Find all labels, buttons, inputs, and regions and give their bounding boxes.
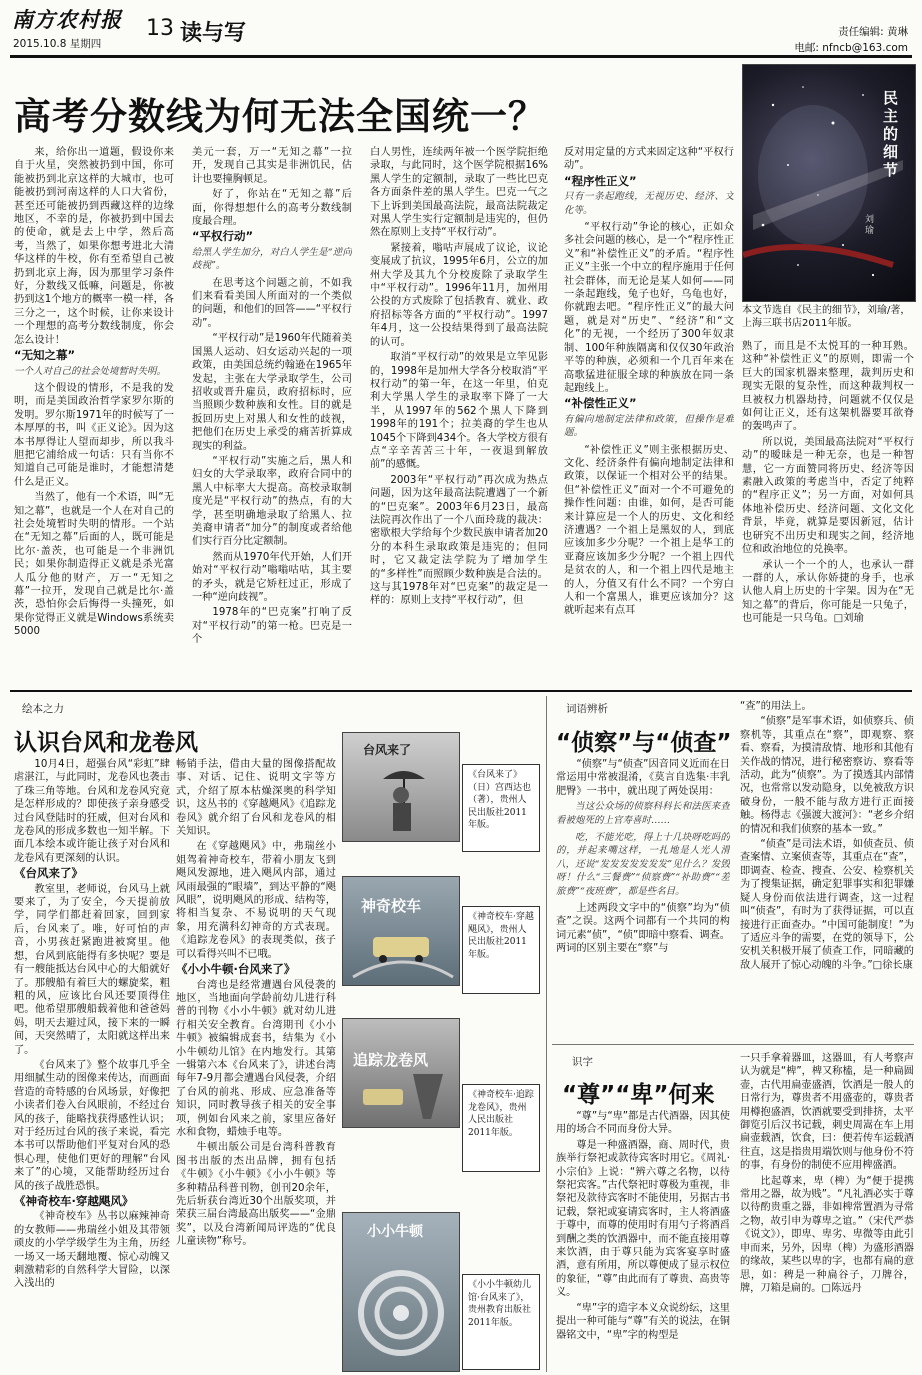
school-bus-illustration (343, 877, 459, 985)
paragraph: 台湾也是经常遭遇台风侵袭的地区，当地面向学龄前幼儿进行科普的刊物《小小牛顿》就对幼儿进行相关安全教育。台湾期刊《小小牛顿》被编辑成套书，结集为《小小牛顿幼儿馆》在内地发行。其第一辑第六本《台风来了》，讲述台湾每年7-9月都会遭遇台风侵袭，介绍了台风的前兆、形成、应急准备等知识，同时教导孩子相关的安全事项，例如台风来之前，家里应备好水和食物，蜡烛手电等。 (176, 979, 336, 1138)
subhead-affirmative-summary: 给黑人学生加分，对白人学生是“逆向歧视”。 (192, 246, 352, 272)
character-study-kicker: 识字 (572, 1056, 593, 1068)
character-study-column-2 (740, 1052, 914, 1372)
lead-column-1 (14, 146, 174, 674)
lead-column-3 (370, 146, 548, 674)
paragraph: 教室里，老师说，台风马上就要来了，为了安全，今天提前放学，同学们都赶着回家，回到家后，台风来了。唯，好可怕的声音，小男孩赶紧跑进被窝里。他想，台风到底能得有多快呢？要是有一艘能抵达台风中心的大船就好了。那艘船有着巨大的螺旋桨，粗粗的风，应该比台风还要顶得住吧。他希望那艘船载着他和爸爸妈妈，明天去避过风，接下来的一瞬间，天突然晴了，太阳就这样出来了。 (14, 883, 170, 1056)
paragraph: 尊是一种盛酒器，商、周时代，贵族举行祭祀或款待宾客时用它。《周礼·小宗伯》上说：“辨六尊之名物，以待祭祀宾客。”古代祭祀时尊极为重视，非祭祀及款待宾客时不能使用，另据古书记载，祭祀或宴请宾客时，主人将酒盛于尊中，而尊的使用时有用勺子将酒舀到酬之类的饮酒器中，而不能直接用尊来饮酒，由于尊只能为宾客宴享时盛酒，意有所用，所以尊便成了显示权位的象征，“尊”由此而有了尊贵、高贵等义。 (556, 1139, 730, 1299)
book-cover-typhoon (342, 732, 460, 842)
picture-books-column-1 (14, 758, 170, 1370)
lead-headline: 高考分数线为何无法全国统一？ (14, 95, 546, 138)
paragraph: “查”的用法上。 (740, 701, 812, 712)
subhead-little-newton: 《小小牛顿·台风来了》 (176, 962, 296, 977)
paragraph: 一只手拿着器皿，这器皿，有人考察声认为就是“椑”，椑又称榼，是一种扁圆壶，古代用扁壶盛酒，饮酒是一般人的日常行为，尊贵者不用盛壶的，尊贵者用樽抱盛酒，饮酒就要受到排挤，太平御览引后汉书记载，刺史周嵩在车上用扁壶载酒，饮食，曰：便若传车运载酒往直，这是指贵用端饮则与他身份不符的事，有身份的制使不应用椑盛酒。 (740, 1053, 914, 1172)
paragraph: 所以说，美国最高法院对“平权行动”的暧昧是一种无奈，也是一种智慧，它一方面赞同将历史、经济等因素融入政策的考虑当中，否定了纯粹的“程序正义”；另一方面，对如何具体地补偿历史、经济问题、文化文化背景，毕竟，就算是要因新冠，估计也研究不出历史和现实之间，经济地位和政治地位的兑换率。 (742, 436, 914, 556)
word-analysis-column-1 (556, 758, 730, 1040)
subhead-affirmative-action: “平权行动” (192, 229, 254, 244)
paragraph: 比起尊来，卑（椑）为“便于提携常用之器，故为贱”。“凡礼酒必实于尊以待酌贵重之器，非如椑常置酒为寻常之物，故引申为尊卑之谊。”（宋代严恭《说文》），即卑、卑劣、卑微等由此引申而来，另外，因卑（椑）为盛形酒器的缘故，某些以卑的字，也都有扁的意思，如：稗是一种扁谷子，刀牌谷，牌，刀箱是扁的。□陈远丹 (740, 1175, 914, 1294)
cover-title: 小小牛顿 (367, 1224, 423, 1240)
cover-title: 神奇校车 (361, 897, 422, 915)
newspaper-name: 南方农村报 (12, 7, 122, 32)
word-analysis-headline: “侦察”与“侦查” (556, 730, 732, 756)
paragraph: “卑”字的造字本义众说纷纭，这里提出一种可能与“尊”有关的说法，在铜器铭文中，“卑”字的构型是 (556, 1302, 730, 1341)
character-study-column-1 (556, 1110, 730, 1372)
subhead-veil: “无知之幕” (14, 348, 76, 363)
paragraph: 在《穿越飓风》中，弗瑞丝小姐驾着神奇校车，带着小朋友飞到飓风发源地，进入飓风内部，通过风雨最强的“眼墙”，到达平静的“飓风眼”，说明飓风的形成、结构等，将相当复杂、不易说明的天气现象，用充满科幻神奇的方式表现。《追踪龙卷风》的表现类似，孩子可以看得兴叫不已哦。 (176, 841, 336, 960)
lead-column-2 (192, 146, 352, 674)
paragraph: 然而从1970年代开始，人们开始对“平权行动”嗡嗡咕咕，其主要的矛头，就是它矫枉过正，形成了一种“逆向歧视”。 (192, 551, 352, 603)
child-umbrella-illustration (343, 733, 459, 841)
subhead-compensatory-summary: 有偏向地制定法律和政策，但操作是难题。 (564, 413, 734, 439)
paragraph: 上述两段文字中的“侦察”均为“侦查”之误。这两个词都有一个共同的构词元素“侦”，“侦”即暗中察看、调查。两词的区别主要在“察”与 (556, 903, 730, 955)
paragraph: 在思考这个问题之前，不如我们来看看美国人所面对的一个类似的问题，和他们的回答——“平权行动”。 (192, 277, 352, 329)
book-caption-little-newton: 《小小牛顿幼儿馆·台风来了》，贵州教育出版社2011年版。 (462, 1274, 540, 1370)
paragraph: 反对用定量的方式来固定这种“平权行动”。 (564, 147, 734, 172)
subhead-procedural-justice: “程序性正义” (564, 173, 637, 188)
subhead-veil-summary: 一个人对自己的社会处境暂时失明。 (14, 365, 167, 377)
book-cover-magic-bus-tornado (342, 1018, 460, 1128)
word-analysis-kicker: 词语辨析 (566, 703, 608, 715)
paragraph: “侦察”与“侦查”因音同义近而在日常运用中常被混淆，《莫言自选集·丰乳肥臀》一书中，就出现了两处误用： (556, 759, 730, 797)
paragraph: “侦查”是司法术语，如侦查员、侦查案情、立案侦查等，其重点在“查”，即调查、检查、搜查、公安、检察机关为了搜集证据，确定犯罪事实和犯罪嫌疑人身份而依法进行调查，这一过程叫“侦查”，有时为了获得证据，可以直接进行正面查办。“中国可能制度！”为了适应斗争的需要，在党的领导下，公安机关积极开展了侦查工作，同暗藏的敌人展开了惊心动魄的斗争。”□徐长康 (740, 839, 914, 971)
lead-column-4 (564, 146, 734, 674)
paragraph: “平权行动”争论的核心，正如众多社会问题的核心，是一个“程序性正义”和“补偿性正义”的矛盾。“程序性正义”主张一个中立的程序施用于任何社会群体，而无论是某人如何——同一条起跑线，兔子也好，乌龟也好，你就跑去吧。“程序性正义”的最大问题，就是对“历史”、“经济”和“文化”的无视，一个经历了300年奴隶制、100年种族隔离和仅仅30年政治平等的种族，必须和一个几百年来在高歌猛进征服全球的种族放在同一条起跑线上。 (564, 222, 734, 394)
lead-column-5 (742, 340, 914, 674)
paragraph: 10月4日，超强台风“彩虹”肆虐湛江，与此同时，龙卷风也袭击了珠三角等地。台风和龙卷风究竟是怎样形成的？即使孩子亲身感受过台风登陆时的狂威，但对台风和龙卷风的形成多数也一知半解。下面几本绘本或许能让孩子对台风和龙卷风有更深刻的认识。 (14, 759, 170, 864)
character-study-headline: “尊”“卑”何来 (562, 1082, 715, 1108)
paragraph: 取消“平权行动”的效果是立竿见影的，1998年是加州大学各分校取消“平权行动”的第一年，在这一年里，伯克利大学黑人学生的录取率下降了一大半，从1997年的562个黑人下降到1998年的191个；拉美裔的学生也从1045个下降到434个。各大学校方很有点“辛辛苦苦三十年，一夜退到解放前”的感慨。 (370, 352, 548, 471)
book-caption-magic-bus-tornado: 《神奇校车·追踪龙卷风》，贵州人民出版社2011年版。 (462, 1084, 540, 1172)
paragraph: 当然了，他有一个术语，叫“无知之幕”，也就是一个人在对自己的社会处境暂时失明的情形。一个站在“无知之幕”后面的人，既可能是比尔·盖茨，也可能是一个非洲饥民；如果你制造得正义就是杀光富人瓜分他的财产，万一“无知之幕”一拉开，发现自己就是比尔·盖茨，恐怕你会后悔得一头撞死，如果你觉得正义就是Windows系统卖5000 (14, 492, 174, 638)
word-analysis-column-2 (740, 700, 914, 1040)
section-name: 读与写 (180, 21, 247, 46)
quoted-passage: 吃，不能光吃，得上十几块呀吃吗的的，并起来嘴这样，一扎地是人光人滑八，还说“发发发发发发发”见什么？发毁呀！什么“三餐费”“侦察费”“补助费”“差旅费”“夜班费”，都是些名目。 (556, 832, 730, 897)
picture-books-column-2 (176, 758, 336, 1370)
paragraph: “侦察”是军事术语，如侦察兵、侦察机等，其重点在“察”，即观察、察看、察看，为摸清敌情、地形和其他有关作战的情况，进行秘密察访、察看等活动，此为“侦察”。为了摸透其内部情况，也常常以发动隐身，以免被敌方识破身份，一般不能与敌方进行正面接触。杨得志《强渡大渡河》：“老乡介绍的情况和我们侦察的基本一致。” (740, 716, 914, 835)
date-line: 2015.10.8 星期四 (13, 38, 102, 50)
editor-credit: 责任编辑: 黄琳 (838, 26, 908, 38)
section-divider (10, 690, 912, 692)
paragraph: “尊”与“卑”都是古代酒器，因其使用的场合不同而身份大异。 (556, 1111, 730, 1136)
paragraph: 1978年的“巴克案”打响了反对“平权行动”的第一枪。巴克是一个 (192, 607, 352, 646)
picture-books-kicker: 绘本之力 (22, 703, 64, 715)
book-caption-magic-bus-hurricane: 《神奇校车·穿越飓风》，贵州人民出版社2011年版。 (462, 906, 540, 994)
book-cover-little-newton (342, 1212, 460, 1372)
book-cover-title: 民主的细节 (883, 89, 899, 179)
subhead-typhoon-coming: 《台风来了》 (14, 866, 83, 881)
cover-title: 台风来了 (363, 743, 412, 757)
subhead-compensatory-justice: “补偿性正义” (564, 396, 637, 411)
paragraph: 承认一个一个的人，也承认一群一群的人，承认你娇捷的身手，也承认他人肩上历史的十字架。因为在“无知之幕”的背后，你可能是一只兔子，也可能是一只乌龟。□刘瑜 (742, 559, 914, 625)
book-cover-magic-bus-hurricane (342, 876, 460, 986)
picture-books-headline: 认识台风和龙卷风 (14, 730, 198, 756)
paragraph: 来，给你出一道题，假设你来自于火星，突然被扔到中国，你可能被扔到北京这样的大城市，也可能被扔到河南这样的人口大省份，甚至还可能被扔到西藏这样的边缘地区，不幸的是，你被扔到中国去的使命，就是去上中学，然后高考，当然了，如果你想考进北大清华这样的牛校，你有至希望自己被扔到北京上海，因为那里学习条件好，分数线又低嘛，问题是，你被扔到这1个地方的概率一模一样，各三分之一，这个时候，让你来设计一个理想的高考分数线制度，你会怎么设计！ (14, 147, 174, 346)
paragraph: 白人男性，连续两年被一个医学院拒绝录取，与此同时，这个医学院根据16%黑人学生的定额制，录取了一些比巴克各方面条件差的黑人学生。巴克一气之下上诉到美国最高法院，最高法院裁定对黑人学生实行定额制是违宪的，但仍然在原则上支持“平权行动”。 (370, 147, 548, 239)
tornado-illustration (343, 1019, 459, 1127)
paragraph: 美元一套，万一“无知之幕”一拉开，发现自己其实是非洲饥民，估计也要撞胸顿足。 (192, 147, 352, 185)
paragraph: 熟了，而且是不太悦耳的一种耳熟。这种“补偿性正义”的原则，即需一个巨大的国家机器来整理，裁判历史和现实无限的复杂性，而这种裁判权一旦被权力机器劫持，问题就不仅仅是如何让正义，还有这架机器要耳欲脊的轰鸣声了。 (742, 341, 914, 433)
book-caption-typhoon: 《台风来了》（日）宫西达也（著），贵州人民出版社2011年版。 (462, 764, 540, 852)
paragraph: 畅销手法，借由大量的图像搭配故事、对话、记住、说明文字等方式，介绍了原本枯燥深奥的科学知识，这丛书的《穿越飓风》《追踪龙卷风》就介绍了台风和龙卷风的相关知识。 (176, 759, 336, 838)
paragraph: “平权行动”是1960年代随着美国黑人运动、妇女运动兴起的一项政策，由美国总统约翰逊在1965年发起，主张在大学录取学生，公司招收或晋升雇员，政府招标时，应当照顾少数种族和女性。目的就是扳回历史上对黑人和女性的歧视，把他们在历史上承受的痛苦折算成现实的利益。 (192, 333, 352, 452)
horizontal-divider (552, 1044, 914, 1045)
editor-email: 电邮: nfncb@163.com (794, 42, 908, 54)
paragraph: “平权行动”实施之后，黑人和妇女的大学录取率，政府合同中的黑人中标率大大提高。高校录取制度光是“平权行动”的热点，有的大学，甚至明确地录取了给黑人、拉美裔申请者“加分”的制度或者给他们实行百分比定额制。 (192, 455, 352, 548)
quoted-passage: 当这公众场的侦察科科长和法医来查看被炮死的上官寿喜时…… (556, 801, 730, 826)
paragraph: 2003年“平权行动”再次成为热点问题，因为这年最高法院遭遇了一个新的“巴克案”。2003年6月23日，最高法院再次作出了一个八面玲珑的裁决：密歇根大学给每个少数民族申请者加20分的本科生录取政策是违宪的；但同时，它又裁定法学院为了增加学生的“多样性”而照顾少数种族是合法的。这与其1978年对“巴克案”的裁定是一样的：原则上支持“平权行动”，但 (370, 474, 548, 607)
cover-title: 追踪龙卷风 (353, 1051, 429, 1069)
subhead-procedural-summary: 只有一条起跑线，无视历史、经济、文化等。 (564, 191, 734, 216)
vertical-divider (546, 696, 547, 1372)
spiral-typhoon-illustration (343, 1213, 459, 1371)
page-number: 13 (146, 16, 174, 41)
paragraph: 好了，你站在“无知之幕”后面，你得想想什么的高考分数线制度最合理。 (192, 189, 352, 228)
paragraph: 牛顿出版公司是台湾科普教育图书出版的杰出品牌，拥有包括《牛顿》《小牛顿》《小小牛顿》等多种精品科普刊物，创刊20余年，先后斩获台湾近30个出版奖项，并荣获三届台湾最高出版奖——“金鼎奖”，以及台湾新闻局评选的“优良儿童读物”称号。 (176, 1142, 336, 1248)
book-cover-image (742, 64, 916, 302)
paragraph: “补偿性正义”则主张根据历史、文化、经济条件有偏向地制定法律和政策，以保证一个相对公平的结果。但“补偿性正义”面对一个不可避免的操作性问题：由谁，如何，是否可能来计算应是一个人的历史、文化和经济遭遇？一个祖上是黑奴的人，到底应该加多少分呢？一个祖上是华工的亚裔应该加多少分呢？一个祖上四代是贫农的人，和一个祖上四代是地主的人，分值又有什么不同？一个穷白人和一个富黑人，谁更应该加分？这就听起来有点耳 (564, 444, 734, 617)
book-caption: 本文节选自《民主的细节》，刘瑜/著，上海三联书店2011年版。 (742, 305, 911, 329)
paragraph: 紧接着，嗡咕声展成了议论，议论变展成了抗议，1995年6月，公立的加州大学及其九个分校废除了录取学生中“平权行动”。1996年11月，加州用公投的方式废除了包括教育、就业、政府招标等各方面的“平权行动”。1997年4月，这一公投结果得到了最高法院的认可。 (370, 242, 548, 348)
paragraph: 《台风来了》整个故事几乎全用细腻生动的图像来传达，而画面营造的奇特感的台风场景，好像把小读者们卷入台风眼前，不经过台风的孩子，能略找获得感性认识；对于经历过台风的孩子来说，看完本书可以帮助他们平复对台风的恐惧心理，使他们更好的理解“台风来了”的心境，又能帮助经历过台风的孩子战胜恐惧。 (14, 1059, 170, 1192)
subhead-magic-school-bus: 《神奇校车·穿越飓风》 (14, 1194, 134, 1208)
masthead-rule (10, 55, 912, 58)
book-cover-author: 刘瑜 (865, 215, 875, 236)
paragraph: 《神奇校车》丛书以麻辣神奇的女教师——弗瑞丝小姐及其带领顽皮的小学学级学生为主角，历经一场又一场天翻地覆、惊心动魄又刺激精彩的自然科学大冒险，以深入浅出的 (14, 1211, 170, 1290)
paragraph: 这个假设的情形，不是我的发明，而是美国政治哲学家罗尔斯的发明。罗尔斯1971年的时候写了一本厚厚的书，叫《正义论》。因为这本书厚得让人望而却步，所以我斗胆把它浦给成一句话：只有当你不知道自己可能是谁时，才能想清楚什么是正义。 (14, 382, 174, 488)
